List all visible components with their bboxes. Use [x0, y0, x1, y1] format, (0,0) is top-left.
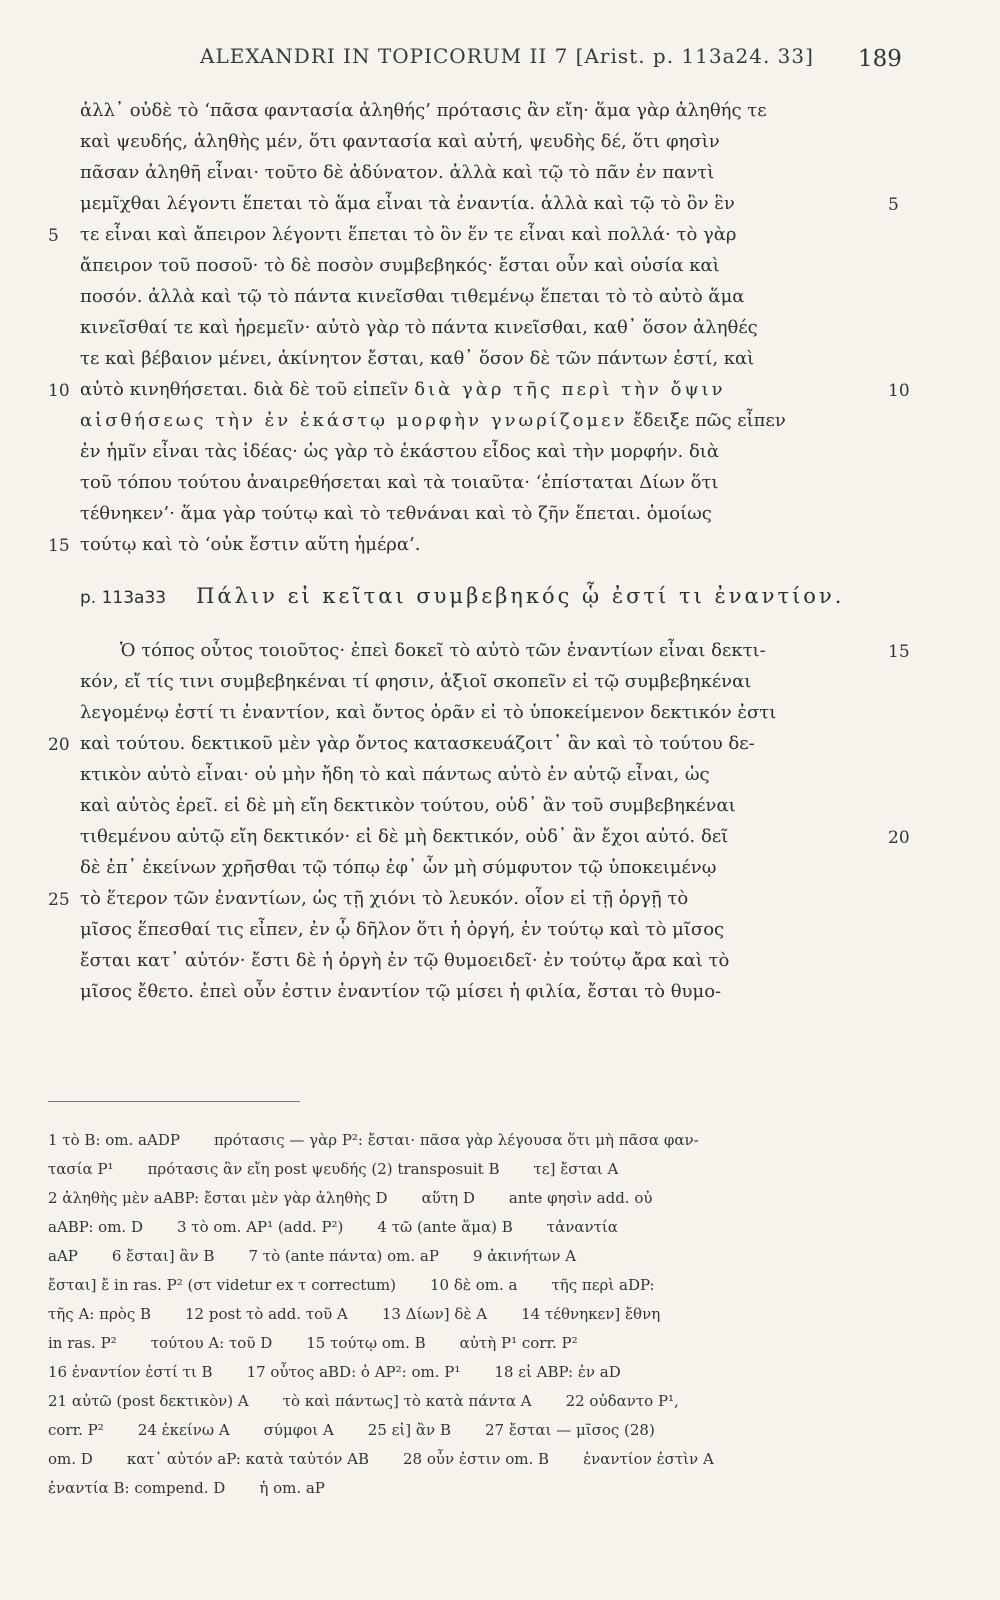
text-line: τιθεμένου αὐτῷ εἴη δεκτικόν· εἰ δὲ μὴ δεκτικόν, οὐδ᾽ ἂν ἔχοι αὐτό. δεῖ [80, 826, 729, 847]
text-line: ἐν ἡμῖν εἶναι τὰς ἰδέας· ὡς γὰρ τὸ ἑκάστου εἶδος καὶ τὴν μορφήν. διὰ [80, 441, 720, 462]
quoted-lemma-phrase: διὰ γὰρ τῆς περὶ τὴν ὄψιν [414, 379, 726, 400]
apparatus-entry: 22 οὐδαντο P¹, [565, 1392, 679, 1410]
apparatus-line [48, 1218, 918, 1236]
text-line: καὶ ψευδής, ἀληθὴς μέν, ὅτι φαντασία καὶ αὐτή, ψευδὴς δέ, ὅτι φησὶν [80, 131, 720, 152]
page-number: 189 [858, 46, 902, 72]
apparatus-entry: aAP [48, 1247, 78, 1265]
quoted-lemma-phrase: αἰσθήσεως τὴν ἐν ἑκάστῳ μορφὴν γνωρίζομεν [80, 410, 628, 431]
apparatus-entry: τῆς περὶ aDP: [551, 1276, 655, 1294]
text-line: ποσόν. ἀλλὰ καὶ τῷ τὸ πάντα κινεῖσθαι τιθεμένῳ ἕπεται τὸ τὸ αὐτὸ ἅμα [80, 286, 745, 307]
text-line: τέθνηκεν’· ἅμα γὰρ τούτῳ καὶ τὸ τεθνάναι καὶ τὸ ζῆν ἕπεται. ὁμοίως [80, 503, 712, 524]
apparatus-entry: ἡ om. aP [259, 1479, 325, 1497]
apparatus-entry: τῆς A: πρὸς B [48, 1305, 152, 1323]
text-line: μεμῖχθαι λέγοντι ἕπεται τὸ ἅμα εἶναι τὰ ἐναντία. ἀλλὰ καὶ τῷ τὸ ὂν ἓν [80, 193, 735, 214]
apparatus-entry: 25 εἰ] ἂν B [367, 1421, 451, 1439]
apparatus-entry: 24 ἐκείνω A [137, 1421, 230, 1439]
line-number-right: 5 [888, 195, 899, 215]
line-number-left: 15 [48, 536, 70, 556]
apparatus-line [48, 1363, 918, 1381]
apparatus-entry: πρότασις — γὰρ P²: ἔσται· πᾶσα γὰρ λέγουσα ὅτι μὴ πᾶσα φαν- [213, 1131, 699, 1149]
apparatus-entry: 28 οὖν ἐστιν om. B [403, 1450, 550, 1468]
apparatus-line [48, 1276, 918, 1294]
apparatus-entry: σύμφοι A [263, 1421, 334, 1439]
apparatus-entry: τἀναντία [546, 1218, 618, 1236]
line-number-left: 5 [48, 226, 59, 246]
apparatus-entry: 14 τέθνηκεν] ἔθνη [521, 1305, 661, 1323]
text-line: ἄπειρον τοῦ ποσοῦ· τὸ δὲ ποσὸν συμβεβηκός· ἔσται οὖν καὶ οὐσία καὶ [80, 255, 720, 276]
apparatus-line [48, 1305, 918, 1323]
apparatus-line [48, 1450, 918, 1468]
apparatus-entry: in ras. P² [48, 1334, 117, 1352]
text-line: δὲ ἐπ᾽ ἐκείνων χρῆσθαι τῷ τόπῳ ἐφ᾽ ὧν μὴ σύμφυτον τῷ ὑποκειμένῳ [80, 857, 717, 878]
lemma-reference: p. 113a33 [80, 588, 167, 608]
apparatus-entry: 18 εἰ ABP: ἐν aD [494, 1363, 621, 1381]
footnote-rule [48, 1101, 300, 1102]
text-line: λεγομένῳ ἐστί τι ἐναντίον, καὶ ὄντος ὁρᾶν εἰ τὸ ὑποκείμενον δεκτικόν ἐστι [80, 702, 777, 723]
apparatus-line [48, 1131, 918, 1149]
apparatus-entry: aABP: om. D [48, 1218, 143, 1236]
apparatus-entry: ἐναντία B: compend. D [48, 1479, 226, 1497]
text-line: κτικὸν αὐτὸ εἶναι· οὐ μὴν ἤδη τὸ καὶ πάντως αὐτὸ ἐν αὐτῷ εἶναι, ὡς [80, 764, 710, 785]
text-line: τούτῳ καὶ τὸ ‘οὐκ ἔστιν αὕτη ἡμέρα’. [80, 534, 421, 555]
text-line: τε εἶναι καὶ ἄπειρον λέγοντι ἕπεται τὸ ὂν ἕν τε εἶναι καὶ πολλά· τὸ γὰρ [80, 224, 737, 245]
text-line: μῖσος ἕπεσθαί τις εἶπεν, ἐν ᾧ δῆλον ὅτι ἡ ὀργή, ἐν τούτῳ καὶ τὸ μῖσος [80, 919, 725, 940]
line-number-right: 10 [888, 381, 910, 401]
text-line: αὐτὸ κινηθήσεται. διὰ δὲ τοῦ εἰπεῖν διὰ γὰρ τῆς περὶ τὴν ὄψιν [80, 379, 726, 400]
apparatus-line [48, 1334, 918, 1352]
apparatus-entry: ἔσται] ἔ in ras. P² (στ videtur ex τ correctum) [48, 1276, 397, 1294]
apparatus-entry: τούτου A: τοῦ D [150, 1334, 273, 1352]
apparatus-entry: 27 ἔσται — μῖσος (28) [484, 1421, 655, 1439]
apparatus-entry: τασία P¹ [48, 1160, 114, 1178]
apparatus-line [48, 1421, 918, 1439]
text-line: πᾶσαν ἀληθῆ εἶναι· τοῦτο δὲ ἀδύνατον. ἀλλὰ καὶ τῷ τὸ πᾶν ἐν παντὶ [80, 162, 715, 183]
apparatus-entry: 16 ἐναντίον ἐστί τι B [48, 1363, 213, 1381]
apparatus-entry: om. D [48, 1450, 93, 1468]
apparatus-entry: 15 τούτῳ om. B [306, 1334, 426, 1352]
apparatus-entry: αὕτη D [421, 1189, 475, 1207]
apparatus-entry: 3 τὸ om. AP¹ (add. P²) [177, 1218, 344, 1236]
line-number-right: 20 [888, 828, 910, 848]
lemma-line [80, 584, 880, 608]
apparatus-entry: 10 δὲ om. a [430, 1276, 518, 1294]
text-line: καὶ αὐτὸς ἐρεῖ. εἰ δὲ μὴ εἴη δεκτικὸν τούτου, οὐδ᾽ ἂν τοῦ συμβεβηκέναι [80, 795, 736, 816]
apparatus-line [48, 1392, 918, 1410]
text-line: τε καὶ βέβαιον μένει, ἀκίνητον ἔσται, καθ᾽ ὅσον δὲ τῶν πάντων ἐστί, καὶ [80, 348, 755, 369]
text-line: αἰσθήσεως τὴν ἐν ἑκάστῳ μορφὴν γνωρίζομεν ἔδειξε πῶς εἶπεν [80, 410, 786, 431]
apparatus-entry: 6 ἔσται] ἂν B [111, 1247, 215, 1265]
apparatus-entry: 1 τὸ B: om. aADP [48, 1131, 180, 1149]
apparatus-entry: 12 post τὸ add. τοῦ A [185, 1305, 348, 1323]
apparatus-line [48, 1189, 918, 1207]
line-number-left: 20 [48, 735, 70, 755]
text-line: μῖσος ἔθετο. ἐπεὶ οὖν ἐστιν ἐναντίον τῷ μίσει ἡ φιλία, ἔσται τὸ θυμο- [80, 981, 722, 1002]
line-number-left: 10 [48, 381, 70, 401]
apparatus-entry: αὐτὴ P¹ corr. P² [459, 1334, 578, 1352]
apparatus-entry: ἐναντίον ἐστὶν A [583, 1450, 714, 1468]
apparatus-line [48, 1479, 918, 1497]
text-line: ἀλλ᾽ οὐδὲ τὸ ‘πᾶσα φαντασία ἀληθής’ πρότασις ἂν εἴη· ἅμα γὰρ ἀληθής τε [80, 100, 767, 121]
apparatus-entry: 4 τῶ (ante ἅμα) B [377, 1218, 513, 1236]
line-number-left: 25 [48, 890, 70, 910]
apparatus-entry: 7 τὸ (ante πάντα) om. aP [248, 1247, 439, 1265]
apparatus-entry: corr. P² [48, 1421, 104, 1439]
text-line: ἔσται κατ᾽ αὐτόν· ἔστι δὲ ἡ ὀργὴ ἐν τῷ θυμοειδεῖ· ἐν τούτῳ ἄρα καὶ τὸ [80, 950, 730, 971]
line-number-right: 15 [888, 642, 910, 662]
apparatus-entry: 2 ἀληθὴς μὲν aABP: ἔσται μὲν γὰρ ἀληθὴς D [48, 1189, 388, 1207]
text-line: καὶ τούτου. δεκτικοῦ μὲν γὰρ ὄντος κατασκευάζοιτ᾽ ἂν καὶ τὸ τούτου δε- [80, 733, 755, 754]
apparatus-entry: πρότασις ἂν εἴη post ψευδής (2) transposuit B [147, 1160, 500, 1178]
lemma-text: Πάλιν εἰ κεῖται συμβεβηκός ᾧ ἐστί τι ἐναντίον. [196, 584, 845, 608]
apparatus-entry: 17 οὗτος aBD: ὁ AP²: om. P¹ [246, 1363, 461, 1381]
apparatus-line [48, 1160, 918, 1178]
apparatus-entry: ante φησὶν add. οὐ [508, 1189, 653, 1207]
apparatus-entry: τὸ καὶ πάντως] τὸ κατὰ πάντα A [282, 1392, 532, 1410]
text-line: κινεῖσθαί τε καὶ ἠρεμεῖν· αὐτὸ γὰρ τὸ πάντα κινεῖσθαι, καθ᾽ ὅσον ἀληθές [80, 317, 758, 338]
text-line: κόν, εἴ τίς τινι συμβεβηκέναι τί φησιν, ἀξιοῖ σκοπεῖν εἰ τῷ συμβεβηκέναι [80, 671, 752, 692]
text-line: Ὁ τόπος οὗτος τοιοῦτος· ἐπεὶ δοκεῖ τὸ αὐτὸ τῶν ἐναντίων εἶναι δεκτι- [120, 640, 766, 661]
apparatus-entry: 13 Δίων] δὲ A [381, 1305, 488, 1323]
text-line: τοῦ τόπου τούτου ἀναιρεθήσεται καὶ τὰ τοιαῦτα· ‘ἐπίσταται Δίων ὅτι [80, 472, 719, 493]
apparatus-line [48, 1247, 918, 1265]
apparatus-entry: τε] ἔσται A [533, 1160, 619, 1178]
text-line: τὸ ἕτερον τῶν ἐναντίων, ὡς τῇ χιόνι τὸ λευκόν. οἷον εἰ τῇ ὀργῇ τὸ [80, 888, 689, 909]
apparatus-entry: 21 αὐτῶ (post δεκτικὸν) A [48, 1392, 249, 1410]
running-title: ALEXANDRI IN TOPICORUM II 7 [Arist. p. 113a24. 33] [200, 44, 814, 68]
apparatus-entry: 9 ἀκινήτων A [472, 1247, 577, 1265]
apparatus-entry: κατ᾽ αὐτόν aP: κατὰ ταὐτόν AB [126, 1450, 370, 1468]
